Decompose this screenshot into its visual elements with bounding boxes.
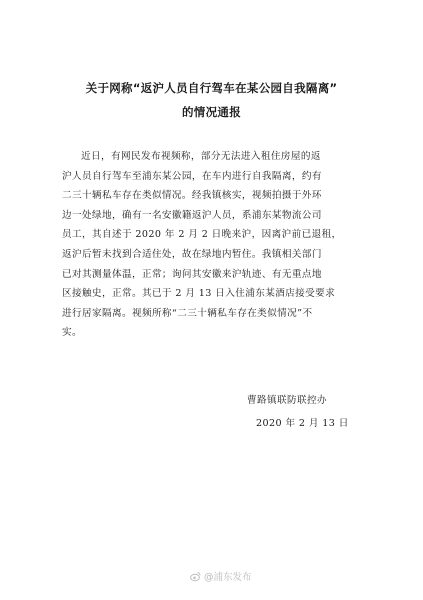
body-line: 沪人员自行驾车至浦东某公园，在车内进行自我隔离，约有 <box>62 170 322 182</box>
signature-date: 2020 年 2 月 13 日 <box>256 418 349 429</box>
body-line: 二三十辆私车存在类似情况。经我镇核实，视频拍摄于外环 <box>62 190 322 202</box>
body-line: 进行居家隔离。视频所称“二三十辆私车存在类似情况”不 <box>62 307 313 319</box>
body-line: 实。 <box>62 327 82 339</box>
weibo-icon <box>190 571 201 582</box>
body-line: 返沪后暂未找到合适住处，故在绿地内暂住。我镇相关部门 <box>62 248 322 260</box>
body-line: 区接触史，正常。其已于 2 月 13 日入住浦东某酒店接受要求 <box>62 288 336 300</box>
document-body <box>62 147 362 343</box>
signature-organization: 曹路镇联防联控办 <box>247 395 327 406</box>
body-line: 边一处绿地，确有一名安徽籍返沪人员，系浦东某物流公司 <box>62 209 322 221</box>
watermark-text: @浦东发布 <box>204 572 252 583</box>
body-line: 已对其测量体温，正常；询问其安徽来沪轨迹、有无重点地 <box>62 268 322 280</box>
document-title-line2: 的情况通报 <box>182 105 241 119</box>
document-title-line1: 关于网称“返沪人员自行驾车在某公园自我隔离” <box>85 81 338 95</box>
body-line: 近日，有网民发布视频称，部分无法进入租住房屋的返 <box>81 151 321 162</box>
body-line: 员工，其自述于 2020 年 2 月 2 日晚来沪，因离沪前已退租， <box>62 229 342 241</box>
watermark <box>190 569 252 583</box>
